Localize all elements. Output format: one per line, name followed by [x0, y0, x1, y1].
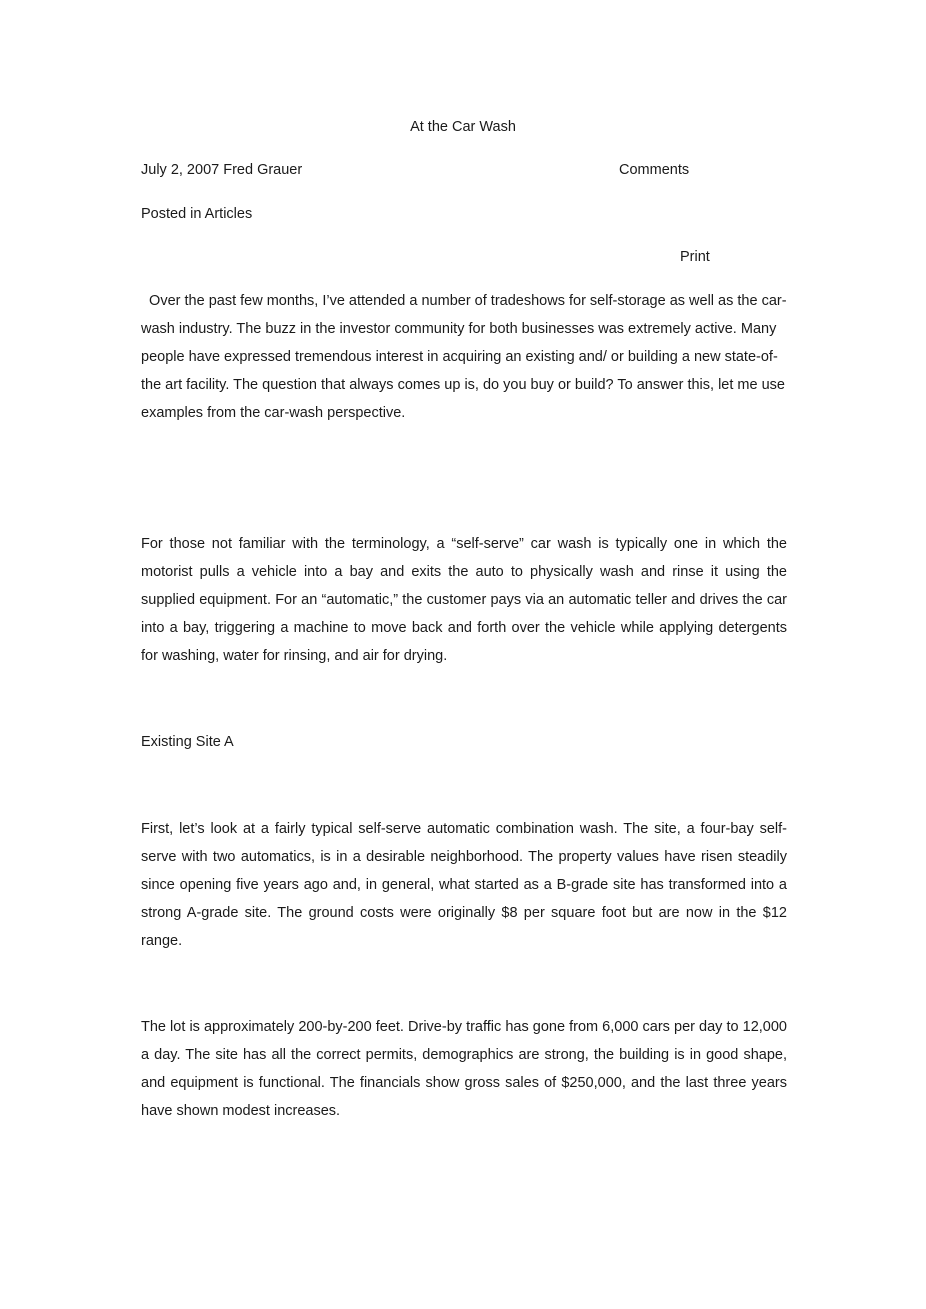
article-byline: July 2, 2007 Fred Grauer — [141, 162, 303, 178]
paragraph-site-a: First, let’s look at a fairly typical self-serve automatic combination wash. The site, a four-bay self-serve with two automatics, is in a desirable neighborhood. The property values have risen steadily since opening five years ago and, in general, what started as a B-grade site has transformed into a strong A-grade site. The ground costs were originally $8 per square foot but are now in the $12 range. — [141, 821, 787, 949]
paragraph-lot: The lot is approximately 200-by-200 feet. Drive-by traffic has gone from 6,000 cars per day to 12,000 a day. The site has all the correct permits, demographics are strong, the building is in good shape, and equipment is functional. The financials show gross sales of $250,000, and the last three years have shown modest increases. — [141, 1019, 787, 1119]
print-link[interactable]: Print — [680, 249, 710, 265]
posted-in-category: Posted in Articles — [141, 206, 253, 222]
paragraph-intro: Over the past few months, I’ve attended a number of tradeshows for self-storage as well as the car-wash industry. The buzz in the investor community for both businesses was extremely active. Many people have expressed tremendous interest in acquiring an existing and/ or building a new state-of-the art facility. The question that always comes up is, do you buy or build? To answer this, let me use examples from the car-wash perspective. — [141, 293, 787, 421]
article-title: At the Car Wash — [410, 119, 516, 135]
paragraph-terminology: For those not familiar with the terminology, a “self-serve” car wash is typically one in which the motorist pulls a vehicle into a bay and exits the auto to physically wash and rinse it using the supplied equipment. For an “automatic,” the customer pays via an automatic teller and drives the car into a bay, triggering a machine to move back and forth over the vehicle while applying detergents for washing, water for rinsing, and air for drying. — [141, 536, 787, 664]
comments-link[interactable]: Comments — [619, 162, 690, 178]
section-heading: Existing Site A — [141, 734, 234, 750]
